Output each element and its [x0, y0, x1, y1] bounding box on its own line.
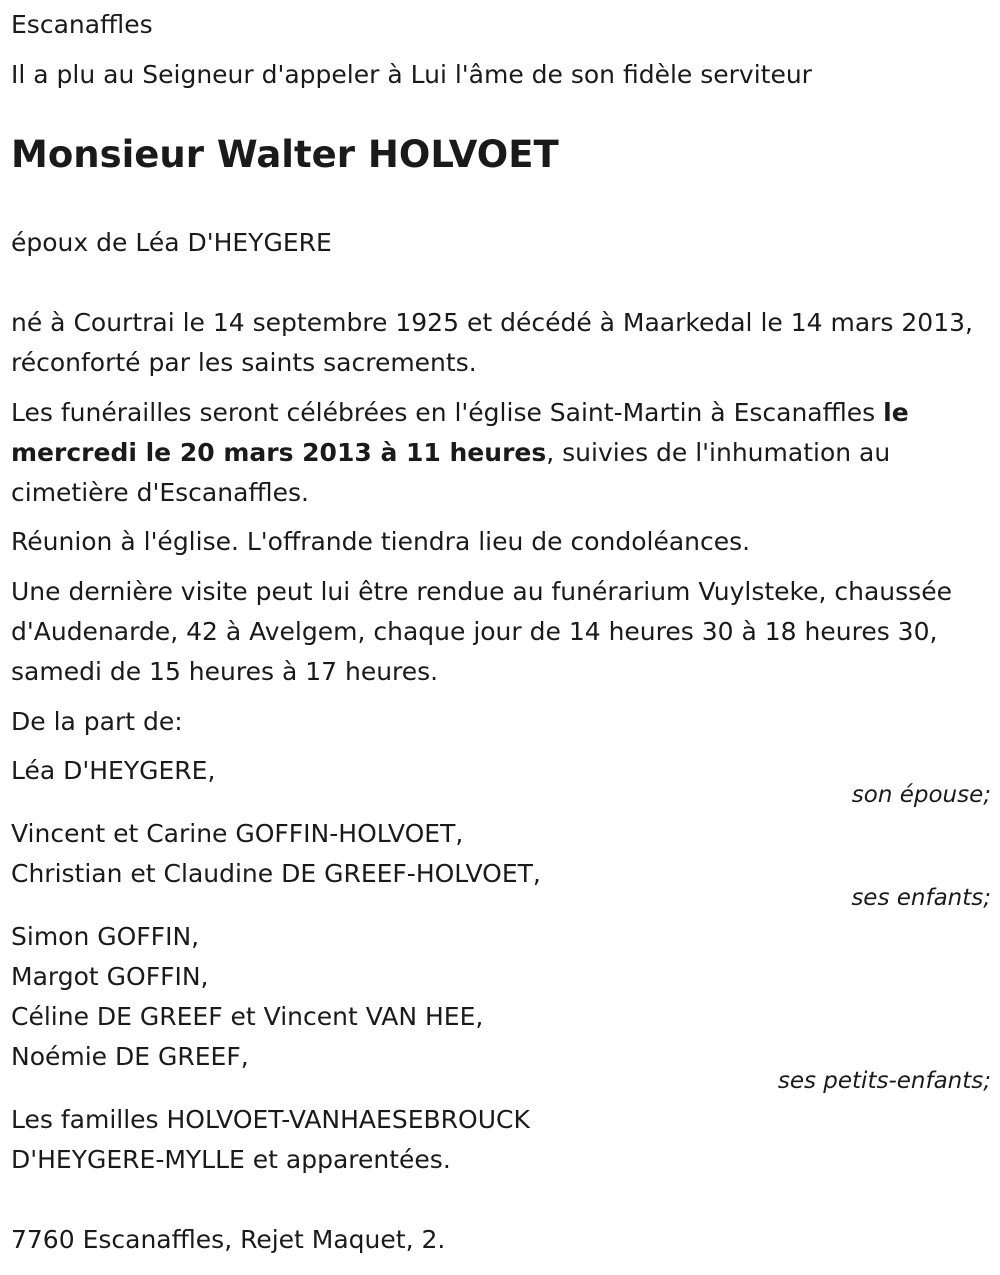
grandchild-name: Céline DE GREEF et Vincent VAN HEE, — [11, 1002, 484, 1031]
spouse-role: son épouse; — [851, 782, 991, 808]
meeting-paragraph: Réunion à l'église. L'offrande tiendra lieu de condoléances. — [11, 527, 751, 556]
birth-death-paragraph: né à Courtrai le 14 septembre 1925 et décédé à Maarkedal le 14 mars 2013, réconforté par les saints sacrements. — [11, 308, 973, 377]
address-line: 7760 Escanaffles, Rejet Maquet, 2. — [11, 1225, 446, 1254]
family-name: Les familles HOLVOET-VANHAESEBROUCK — [11, 1105, 530, 1134]
child-name: Christian et Claudine DE GREEF-HOLVOET, — [11, 859, 541, 888]
funeral-date: le mercredi le 20 mars 2013 à 11 heures — [11, 398, 909, 467]
deceased-name: Monsieur Walter HOLVOET — [11, 133, 559, 176]
funeral-paragraph — [11, 393, 991, 513]
spouse-line: époux de Léa D'HEYGERE — [11, 228, 332, 257]
funeral-text-start: Les funérailles seront célébrées en l'église Saint-Martin à Escanaffles — [11, 398, 884, 427]
family-name: D'HEYGERE-MYLLE et apparentées. — [11, 1145, 451, 1174]
grandchild-name: Noémie DE GREEF, — [11, 1042, 249, 1071]
place-heading: Escanaffles — [11, 10, 153, 39]
from-label: De la part de: — [11, 707, 183, 736]
funeral-text-end: , suivies de l'inhumation au cimetière d'Escanaffles. — [11, 438, 891, 507]
children-role: ses enfants; — [851, 885, 991, 911]
visit-paragraph: Une dernière visite peut lui être rendue au funérarium Vuylsteke, chaussée d'Audenarde, 42 à Avelgem, chaque jour de 14 heures 30 à 18 heures 30, samedi de 15 heures à 17 heures. — [11, 577, 952, 686]
grandchild-name: Margot GOFFIN, — [11, 962, 209, 991]
grandchildren-role: ses petits-enfants; — [777, 1068, 991, 1094]
intro-text: Il a plu au Seigneur d'appeler à Lui l'âme de son fidèle serviteur — [11, 60, 812, 89]
spouse-name: Léa D'HEYGERE, — [11, 756, 216, 785]
grandchild-name: Simon GOFFIN, — [11, 922, 200, 951]
child-name: Vincent et Carine GOFFIN-HOLVOET, — [11, 819, 464, 848]
